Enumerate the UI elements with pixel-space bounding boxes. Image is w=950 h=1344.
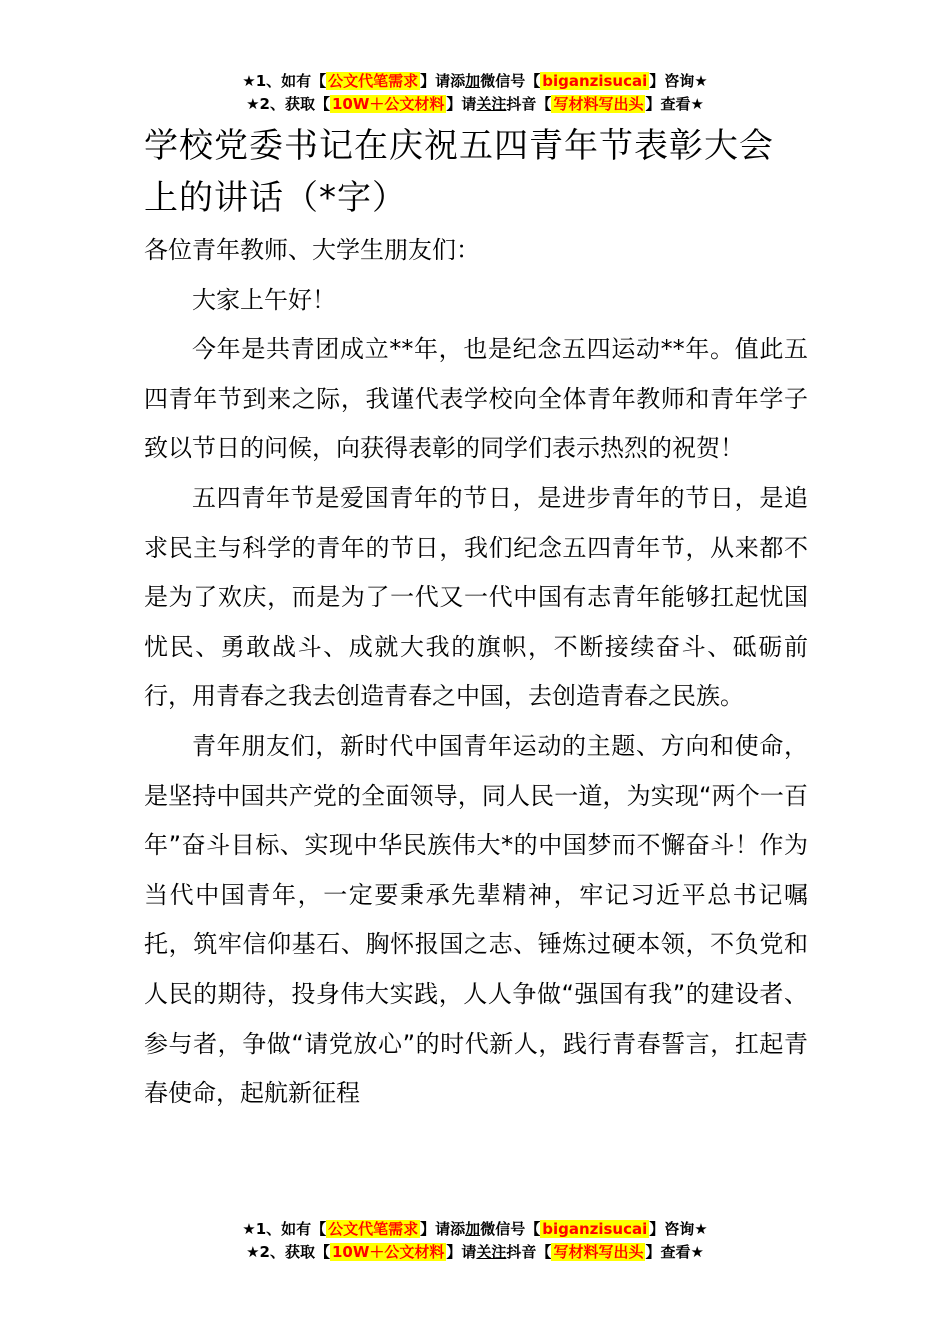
banner-line-2: ★2、获取【 10W＋公文材料 】请关注抖音【 写材料写出头 】查看★ [246,95,704,113]
banner-line-1: ★1、如有【 公文代笔需求 】请添加微信号【 biganzisucai 】咨询★ [242,1220,708,1238]
banner-line-2: ★2、获取【 10W＋公文材料 】请关注抖音【 写材料写出头 】查看★ [246,1243,704,1261]
document-body [144,120,808,1119]
footer-banner [0,1218,950,1264]
paragraph: 青年朋友们，新时代中国青年运动的主题、方向和使命，是坚持中国共产党的全面领导，同人民一道，为实现“两个一百年”奋斗目标、实现中华民族伟大*的中国梦而不懈奋斗！作为当代中国青年，一定要秉承先辈精神，牢记习近平总书记嘱托，筑牢信仰基石、胸怀报国之志、锤炼过硬本领，不负党和人民的期待，投身伟大实践，人人争做“强国有我”的建设者、参与者，争做“请党放心”的时代新人，践行青春誓言，扛起青春使命，起航新征程 [144,731,808,1108]
header-banner [0,70,950,116]
highlight-materials: 10W＋公文材料 [331,95,445,113]
paragraph: 大家上午好！ [192,285,336,314]
highlight-service: 公文代笔需求 [328,1220,419,1238]
paragraph: 今年是共青团成立**年，也是纪念五四运动**年。值此五四青年节到来之际，我谨代表学校向全体青年教师和青年学子致以节日的问候，向获得表彰的同学们表示热烈的祝贺！ [144,335,808,463]
highlight-wechat-id: biganzisucai [542,72,648,90]
highlight-douyin: 写材料写出头 [553,1243,644,1261]
document-title: 学校党委书记在庆祝五四青年节表彰大会上的讲话（*字） [144,126,774,218]
banner-line-1: ★1、如有【 公文代笔需求 】请添加微信号【 biganzisucai 】咨询★ [242,72,708,90]
highlight-service: 公文代笔需求 [328,72,419,90]
greeting: 各位青年教师、大学生朋友们： [144,236,480,264]
paragraph: 五四青年节是爱国青年的节日，是进步青年的节日，是追求民主与科学的青年的节日，我们纪念五四青年节，从来都不是为了欢庆，而是为了一代又一代中国有志青年能够扛起忧国忧民、勇敢战斗、成就大我的旗帜，不断接续奋斗、砥砺前行，用青春之我去创造青春之中国，去创造青春之民族。 [144,483,808,711]
highlight-materials: 10W＋公文材料 [331,1243,445,1261]
highlight-wechat-id: biganzisucai [542,1220,648,1238]
highlight-douyin: 写材料写出头 [553,95,644,113]
